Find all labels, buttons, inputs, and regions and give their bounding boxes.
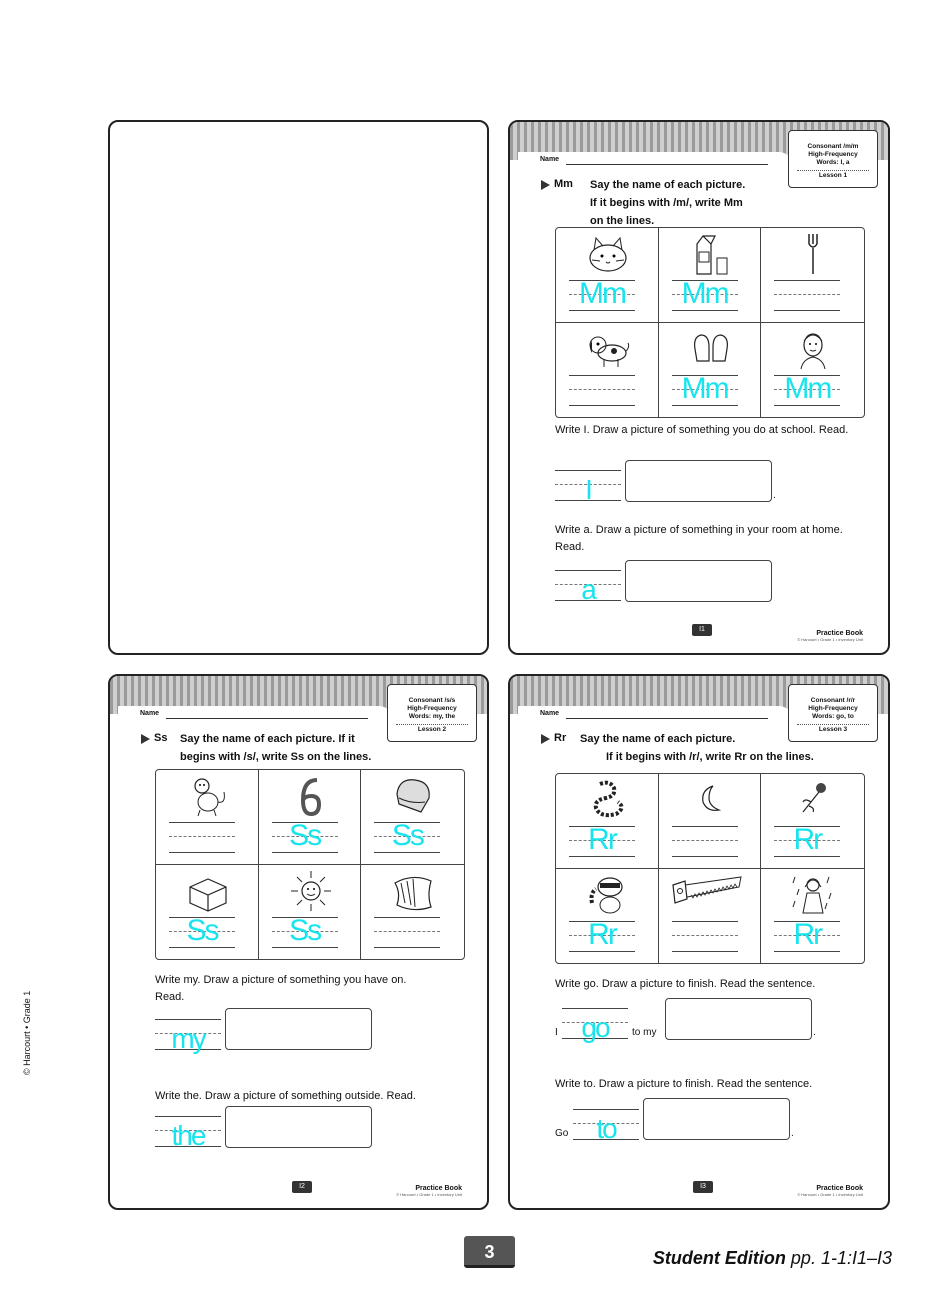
picture-cell (659, 228, 762, 323)
picture-grid (555, 227, 865, 418)
moon-icon (689, 778, 733, 822)
name-label: Name (540, 156, 560, 163)
name-input-line[interactable] (566, 718, 768, 719)
picture-cell (659, 323, 762, 418)
picture-cell (659, 774, 762, 869)
writing-lines[interactable] (374, 917, 440, 949)
writing-lines[interactable]: go (562, 1008, 628, 1040)
arrow-icon (541, 180, 550, 190)
picture-cell (556, 323, 659, 418)
writing-lines[interactable]: Ss (374, 822, 440, 854)
task-2-instructions: Write a. Draw a picture of something in your room at home. Read. (555, 524, 843, 553)
name-label: Name (540, 710, 560, 717)
six-icon (289, 774, 333, 818)
picture-grid (555, 773, 865, 964)
name-label: Name (140, 710, 160, 717)
saw-icon (669, 873, 745, 917)
edition-caption: Student Edition pp. 1-1:I1–I3 (652, 1248, 892, 1268)
picture-cell (761, 869, 864, 964)
focus-letter: Rr (554, 732, 567, 744)
picture-cell (361, 770, 464, 865)
writing-lines[interactable]: to (573, 1109, 639, 1141)
writing-lines[interactable]: Mm (569, 280, 635, 312)
sandwich-icon (391, 774, 435, 818)
drawing-box[interactable] (225, 1008, 372, 1050)
man-icon (791, 327, 835, 371)
practice-page-i3: Consonant /r/r High-Frequency Words: go, to Lesson 3 Name Rr Say the name of each picture. If it begins with /r/, write Rr on the lines. Rr Rr Rr Rr Write go. Draw a picture to finish. Read the sentence. I go to my . Write to. Draw a picture to finish. Read the sentence. Go to . I3 Practice Book © Harcourt • Grade 1 • Inventory Unit (508, 674, 890, 1210)
writing-lines[interactable] (569, 375, 635, 407)
practice-page-i1: Consonant /m/m High-Frequency Words: I, a Lesson 1 Name Mm Say the name of each picture. If it begins with /m/, write Mm on the lines. Mm Mm Mm Mm Write I. Draw a picture of something you do at school. Read. I . Write a. Draw a picture of something in your room at home. Read. a I1 Practice Book © Harcourt • Grade 1 • Inventory Unit (508, 120, 890, 655)
picture-grid (155, 769, 465, 960)
rose-icon (791, 778, 835, 822)
picture-cell (361, 865, 464, 960)
writing-lines[interactable]: Mm (672, 375, 738, 407)
monkey-icon (186, 774, 230, 818)
writing-lines[interactable]: I (555, 470, 621, 502)
writing-lines[interactable]: Mm (774, 375, 840, 407)
page-number: I1 (692, 624, 712, 636)
page-number: I3 (693, 1181, 713, 1193)
instructions: Say the name of each picture. If it begins with /r/, write Rr on the lines. (580, 733, 814, 763)
raccoon-icon (586, 873, 630, 917)
instructions: Say the name of each picture. If it begins with /m/, write Mm on the lines. (590, 179, 746, 227)
page-number-badge: 3 (464, 1236, 515, 1268)
copyright-label: © Harcourt • Grade 1 (22, 990, 32, 1075)
task-1-instructions: Write go. Draw a picture to finish. Read the sentence. (555, 978, 816, 990)
blank-page-panel (108, 120, 489, 655)
picture-cell (556, 774, 659, 869)
practice-book-label: Practice Book © Harcourt • Grade 1 • Inventory Unit (797, 630, 863, 642)
task-1-instructions: Write I. Draw a picture of something you do at school. Read. (555, 424, 849, 436)
pillow-icon (391, 869, 435, 913)
writing-lines[interactable] (672, 826, 738, 858)
writing-lines[interactable]: a (555, 570, 621, 602)
writing-lines[interactable] (169, 822, 235, 854)
picture-cell (556, 869, 659, 964)
mittens-icon (689, 327, 733, 371)
cat-icon (586, 232, 630, 276)
writing-lines[interactable]: Ss (272, 822, 338, 854)
writing-lines[interactable]: Rr (774, 921, 840, 953)
writing-lines[interactable]: Rr (569, 921, 635, 953)
picture-cell (259, 770, 362, 865)
task-1-instructions: Write my. Draw a picture of something you have on. Read. (155, 974, 407, 1003)
writing-lines[interactable]: Ss (169, 917, 235, 949)
lesson-badge: Consonant /s/s High-Frequency Words: my, the Lesson 2 (387, 684, 477, 742)
picture-cell (259, 865, 362, 960)
picture-cell (556, 228, 659, 323)
box-icon (186, 869, 230, 913)
name-input-line[interactable] (566, 164, 768, 165)
writing-lines[interactable]: Ss (272, 917, 338, 949)
lesson-badge: Consonant /m/m High-Frequency Words: I, a Lesson 1 (788, 130, 878, 188)
rain-icon (791, 873, 835, 917)
practice-book-label: Practice Book © Harcourt • Grade 1 • Inventory Unit (797, 1185, 863, 1197)
writing-lines[interactable]: Rr (774, 826, 840, 858)
task-2-instructions: Write the. Draw a picture of something outside. Read. (155, 1090, 416, 1102)
name-input-line[interactable] (166, 718, 368, 719)
picture-cell (761, 228, 864, 323)
drawing-box[interactable] (625, 560, 772, 602)
instructions: Say the name of each picture. If it begins with /s/, write Ss on the lines. (180, 733, 372, 763)
drawing-box[interactable] (225, 1106, 372, 1148)
writing-lines[interactable]: the (155, 1116, 221, 1148)
fork-icon (791, 232, 835, 276)
picture-cell (156, 865, 259, 960)
page-number: I2 (292, 1181, 312, 1193)
focus-letter: Ss (154, 732, 168, 744)
practice-book-label: Practice Book © Harcourt • Grade 1 • Inventory Unit (396, 1185, 462, 1197)
sun-icon (289, 869, 333, 913)
drawing-box[interactable] (665, 998, 812, 1040)
lesson-badge: Consonant /r/r High-Frequency Words: go, to Lesson 3 (788, 684, 878, 742)
writing-lines[interactable]: Rr (569, 826, 635, 858)
drawing-box[interactable] (625, 460, 772, 502)
milk-icon (689, 232, 733, 276)
picture-cell (156, 770, 259, 865)
focus-letter: Mm (554, 178, 573, 190)
drawing-box[interactable] (643, 1098, 790, 1140)
arrow-icon (541, 734, 550, 744)
practice-page-i2 (108, 674, 489, 1210)
writing-lines[interactable] (672, 921, 738, 953)
task-2-instructions: Write to. Draw a picture to finish. Read the sentence. (555, 1078, 813, 1090)
rope-icon (586, 778, 630, 822)
writing-lines[interactable]: my (155, 1019, 221, 1051)
arrow-icon (141, 734, 150, 744)
picture-cell (761, 774, 864, 869)
picture-cell (659, 869, 762, 964)
dog-icon (586, 327, 630, 371)
writing-lines[interactable]: Mm (672, 280, 738, 312)
picture-cell (761, 323, 864, 418)
writing-lines[interactable] (774, 280, 840, 312)
